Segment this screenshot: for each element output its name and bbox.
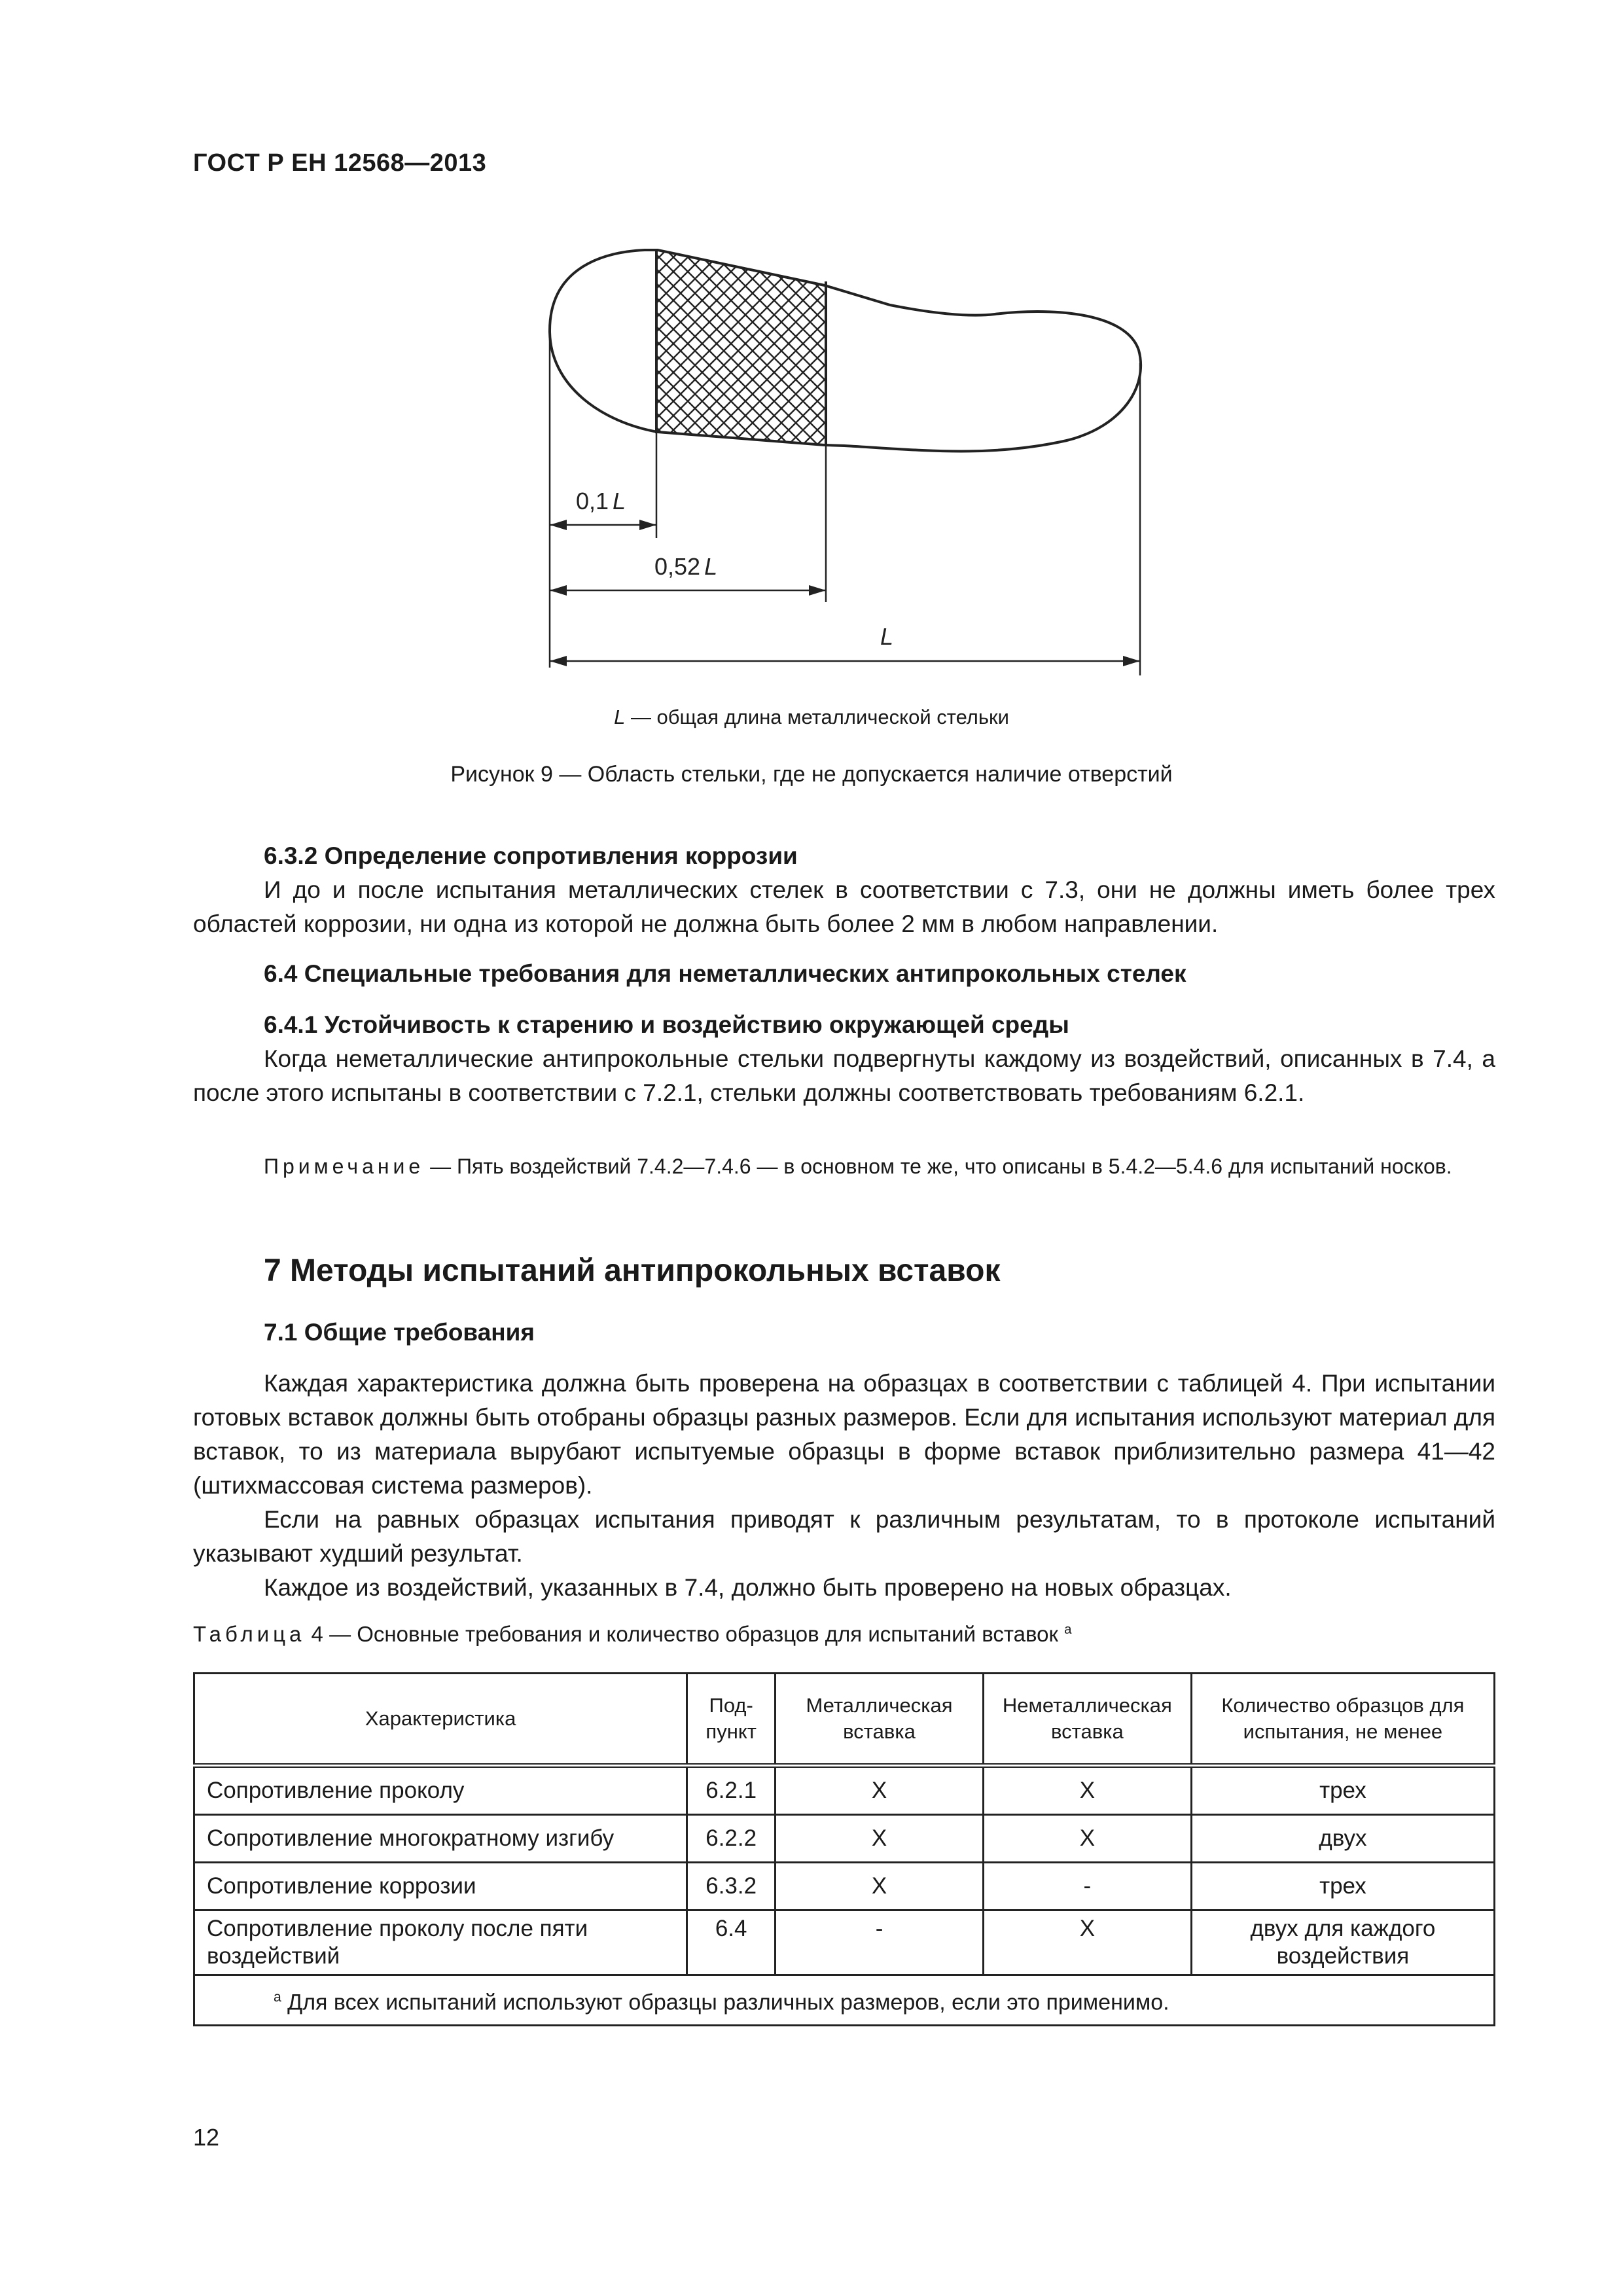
section-6-3-2-title: 6.3.2 Определение сопротивления коррозии (264, 842, 798, 869)
document-header: ГОСТ Р ЕН 12568—2013 (193, 149, 487, 177)
cell-metal: X (776, 1815, 984, 1863)
header-characteristic: Характеристика (194, 1674, 687, 1766)
note (193, 1151, 1495, 1182)
table-row (194, 1766, 1495, 1815)
cell-subclause: 6.3.2 (687, 1863, 776, 1910)
footnote-text: Для всех испытаний используют образцы различных размеров, если это применимо. (281, 1990, 1169, 2015)
section-7-title: 7 Методы испытаний антипрокольных вставок (264, 1253, 1001, 1288)
note-label: Примечание (264, 1155, 425, 1178)
figure-legend (0, 706, 1623, 729)
hatched-zone (656, 236, 826, 458)
insole-outline (550, 250, 1141, 451)
dim-label-052: 0,52 L (654, 553, 718, 580)
section-6-4-title: 6.4 Специальные требования для неметаллических антипрокольных стелек (264, 960, 1186, 987)
cell-characteristic: Сопротивление проколу (194, 1766, 687, 1815)
cell-sample-count: двух для каждого воздействия (1191, 1910, 1494, 1975)
header-sample-count: Количество образцов для испытания, не менее (1191, 1674, 1494, 1766)
cell-subclause: 6.2.1 (687, 1766, 776, 1815)
table-caption-sup: а (1064, 1622, 1072, 1637)
cell-characteristic: Сопротивление коррозии (194, 1863, 687, 1910)
legend-symbol: L (614, 706, 626, 728)
cell-characteristic: Сопротивление проколу после пяти воздействий (194, 1910, 687, 1975)
section-6-4-1 (193, 1008, 1495, 1110)
cell-nonmetal: - (983, 1863, 1191, 1910)
header-nonmetal: Неметаллическая вставка (983, 1674, 1191, 1766)
table-caption (193, 1622, 1071, 1647)
section-6-4-1-title: 6.4.1 Устойчивость к старению и воздействию окружающей среды (264, 1011, 1069, 1038)
header-metal: Металлическая вставка (776, 1674, 984, 1766)
section-7-1-p1: Каждая характеристика должна быть проверена на образцах в соответствии с таблицей 4. При испытании готовых вставок должны быть отобраны образцы разных размеров. Если для испытания используют материал для вставок, то из материала вырубают испытуемые образцы в форме вставок приблизительно размера 41—42 (штихмассовая система размеров). (193, 1370, 1495, 1499)
cell-subclause: 6.4 (687, 1910, 776, 1975)
legend-text: — общая длина металлической стельки (625, 706, 1009, 728)
dim-label-01: 0,1 L (576, 488, 626, 514)
section-7-1 (193, 1316, 1495, 1350)
table-footnote (194, 1975, 1495, 2026)
cell-subclause: 6.2.2 (687, 1815, 776, 1863)
cell-metal: - (776, 1910, 984, 1975)
table-footnote-row (194, 1975, 1495, 2026)
table-row (194, 1910, 1495, 1975)
cell-nonmetal: X (983, 1910, 1191, 1975)
section-7-1-title: 7.1 Общие требования (264, 1319, 535, 1346)
section-7-1-body (193, 1367, 1495, 1605)
cell-characteristic: Сопротивление многократному изгибу (194, 1815, 687, 1863)
section-6-4-1-text: Когда неметаллические антипрокольные стельки подвергнуты каждому из воздействий, описанных в 7.4, а после этого испытаны в соответствии с 7.2.1, стельки должны соответствовать требованиям 6.2.1. (193, 1045, 1495, 1106)
section-7 (193, 1251, 1495, 1291)
section-7-1-p2: Если на равных образцах испытания приводят к различным результатам, то в протоколе испытаний указывают худший результат. (193, 1506, 1495, 1567)
cell-nonmetal: X (983, 1766, 1191, 1815)
table-caption-text: 4 — Основные требования и количество образцов для испытаний вставок (305, 1622, 1058, 1646)
table-row (194, 1863, 1495, 1910)
insole-figure (537, 236, 1165, 684)
requirements-table (193, 1672, 1495, 2026)
table-caption-label: Таблица (193, 1622, 306, 1646)
section-6-3-2-text: И до и после испытания металлических стелек в соответствии с 7.3, они не должны иметь более трех областей коррозии, ни одна из которой не должна быть более 2 мм в любом направлении. (193, 876, 1495, 937)
insole-drawing (537, 236, 1165, 681)
cell-sample-count: трех (1191, 1863, 1494, 1910)
table-row (194, 1815, 1495, 1863)
footnote-sup: а (274, 1990, 281, 2005)
section-7-1-p3: Каждое из воздействий, указанных в 7.4, должно быть проверено на новых образцах. (264, 1574, 1232, 1601)
cell-sample-count: двух (1191, 1815, 1494, 1863)
figure-caption: Рисунок 9 — Область стельки, где не допускается наличие отверстий (450, 762, 1173, 787)
note-text: — Пять воздействий 7.4.2—7.4.6 — в основном те же, что описаны в 5.4.2—5.4.6 для испытаний носков. (424, 1155, 1452, 1178)
cell-metal: X (776, 1863, 984, 1910)
section-6-4 (193, 957, 1495, 991)
cell-metal: X (776, 1766, 984, 1815)
cell-nonmetal: X (983, 1815, 1191, 1863)
dim-label-L: L (880, 623, 894, 650)
header-subclause: Под-пункт (687, 1674, 776, 1766)
table-header-row (194, 1674, 1495, 1766)
section-6-3-2 (193, 839, 1495, 941)
cell-sample-count: трех (1191, 1766, 1494, 1815)
page-number: 12 (193, 2124, 220, 2151)
